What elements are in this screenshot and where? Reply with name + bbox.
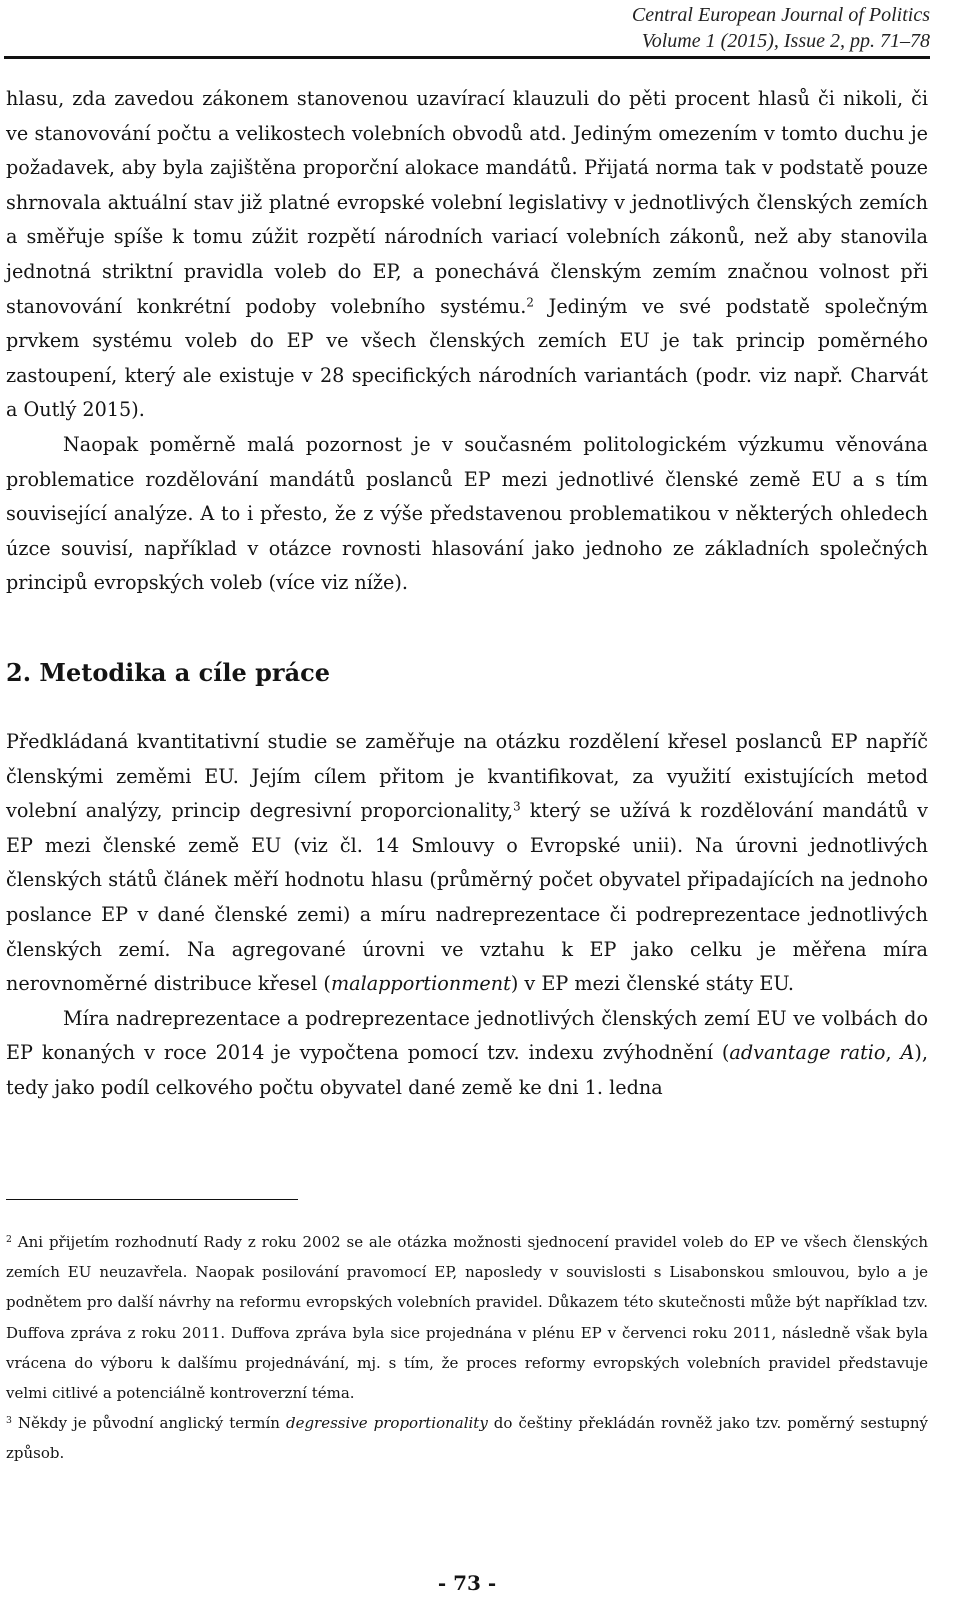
section-heading: 2. Metodika a cíle práce — [6, 658, 331, 687]
journal-title: Central European Journal of Politics — [631, 4, 930, 26]
text-run: ) v EP mezi členské státy EU. — [510, 972, 794, 996]
footnote — [6, 1227, 928, 1408]
footnote-number: 2 — [6, 1233, 12, 1245]
footnote-ref[interactable]: 3 — [513, 799, 521, 814]
footnote-text: Někdy je původní anglický termín — [11, 1414, 286, 1433]
text-run: , — [885, 1041, 901, 1065]
paragraph — [6, 725, 928, 1002]
footnote-text: do češtiny překládán rovněž jako tzv. poměrný sestupný způsob. — [6, 1414, 929, 1463]
text-run: hlasu, zda zavedou zákonem stanovenou uzavírací klauzuli do pěti procent hlasů či nikoli, či ve stanovování počtu a velikostech volebních obvodů atd. Jediným omezením v tomto duchu je požadavek, aby byla zajištěna proporční alokace mandátů. Přijatá norma tak v podstatě pouze shrnovala aktuální stav již platné evropské volební legislativy v jednotlivých členských zemích a směřuje spíše k tomu zúžit rozpětí národních variací volebních zákonů, než aby stanovila jednotná striktní pravidla voleb do EP, a ponechává členským zemím značnou volnost při stanovování konkrétní podoby volebního systému. — [6, 87, 928, 318]
body-text-top — [6, 82, 928, 601]
italic-term: degressive proportionality — [285, 1414, 488, 1433]
text-run: Jediným ve své podstatě společným prvkem systému voleb do EP ve všech členských zemích EU je tak princip poměrného zastoupení, který ale existuje v 28 specifických národních variantách (podr. viz např. Charvát a Outlý 2015). — [6, 294, 928, 422]
paragraph — [6, 1002, 928, 1106]
text-run: Míra nadreprezentace a podreprezentace jednotlivých členských zemí EU ve volbách do EP konaných v roce 2014 je vypočtena pomocí tzv. indexu zvýhodnění ( — [6, 1006, 928, 1065]
paragraph — [6, 82, 928, 428]
footnote-text: Ani přijetím rozhodnutí Rady z roku 2002 se ale otázka možnosti sjednocení pravidel voleb do EP ve všech členských zemích EU neuzavřela. Naopak posilování pravomocí EP, naposledy v souvislosti s Lisabonskou smlouvou, bylo a je podnětem pro další návrhy na reformu evropských volebních pravidel. Důkazem této skutečnosti může být například tzv. Duffova zpráva z roku 2011. Duffova zpráva byla sice projednána v plénu EP v červenci roku 2011, následně však byla vrácena do výboru k dalšímu projednávání, mj. s tím, že proces reformy evropských volebních pravidel představuje velmi citlivé a potenciálně kontroverzní téma. — [6, 1233, 928, 1403]
footnote-divider — [6, 1199, 298, 1200]
italic-term: A — [900, 1041, 915, 1065]
italic-term: malapportionment — [330, 972, 511, 996]
header-divider — [4, 56, 930, 59]
footnote-ref[interactable]: 2 — [526, 295, 534, 310]
text-run: který se užívá k rozdělování mandátů v EP mezi členské země EU (viz čl. 14 Smlouvy o Evropské unii). Na úrovni jednotlivých členských států článek měří hodnotu hlasu (průměrný počet obyvatel připadajících na jednoho poslance EP v dané členské zemi) a míru nadreprezentace či podreprezentace jednotlivých členských zemí. Na agregované úrovni ve vztahu k EP jako celku je měřena míra nerovnoměrné distribuce křesel ( — [6, 799, 928, 996]
footnote — [6, 1408, 928, 1468]
text-run: Naopak poměrně malá pozornost je v současném politologickém výzkumu věnována problematice rozdělování mandátů poslanců EP mezi jednotlivé členské země EU a s tím související analýze. A to i přesto, že z výše představenou problematikou v některých ohledech úzce souvisí, například v otázce rovnosti hlasování jako jednoho ze základních společných principů evropských voleb (více viz níže). — [6, 432, 928, 595]
running-header — [632, 2, 930, 54]
body-text-bottom — [6, 725, 928, 1106]
text-run: ), tedy jako podíl celkového počtu obyvatel dané země ke dni 1. ledna — [6, 1041, 928, 1099]
text-run: Předkládaná kvantitativní studie se zaměřuje na otázku rozdělení křesel poslanců EP napříč členskými zeměmi EU. Jejím cílem přitom je kvantifikovat, za využití existujících metod volební analýzy, princip degresivní proporcionality, — [6, 730, 928, 823]
issue-info: Volume 1 (2015), Issue 2, pp. 71–78 — [641, 30, 930, 52]
italic-term: advantage ratio — [729, 1041, 886, 1065]
page-number: - 73 - — [437, 1571, 497, 1595]
footnotes — [6, 1227, 928, 1469]
paragraph — [6, 428, 928, 601]
footnote-number: 3 — [6, 1415, 12, 1427]
